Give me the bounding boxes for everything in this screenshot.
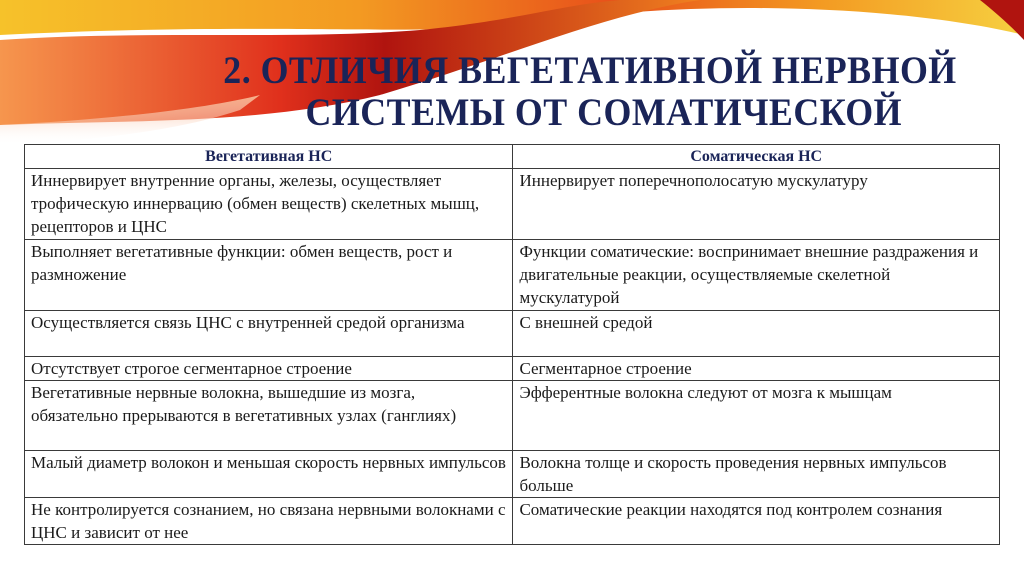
cell-somatic: Волокна толще и скорость проведения нервных импульсов больше — [513, 451, 1000, 498]
table-row — [25, 357, 1000, 381]
cell-somatic: Сегментарное строение — [513, 357, 1000, 381]
cell-somatic: Иннервирует поперечнополосатую мускулатуру — [513, 169, 1000, 240]
table-row — [25, 451, 1000, 498]
table-row — [25, 381, 1000, 451]
cell-somatic: С внешней средой — [513, 311, 1000, 357]
table-header-row — [25, 145, 1000, 169]
table-row — [25, 240, 1000, 311]
title-line-2: СИСТЕМЫ ОТ СОМАТИЧЕСКОЙ — [305, 91, 903, 134]
header-vegetative: Вегетативная НС — [25, 145, 513, 169]
table-row — [25, 311, 1000, 357]
header-somatic: Соматическая НС — [513, 145, 1000, 169]
cell-vegetative: Выполняет вегетативные функции: обмен веществ, рост и размножение — [25, 240, 513, 311]
cell-somatic: Функции соматические: воспринимает внешние раздражения и двигательные реакции, осуществляемые скелетной мускулатурой — [513, 240, 1000, 311]
cell-vegetative: Малый диаметр волокон и меньшая скорость нервных импульсов — [25, 451, 513, 498]
title-line-1: 2. ОТЛИЧИЯ ВЕГЕТАТИВНОЙ НЕРВНОЙ — [223, 49, 957, 92]
table-row — [25, 498, 1000, 545]
cell-vegetative: Отсутствует строгое сегментарное строение — [25, 357, 513, 381]
cell-somatic: Соматические реакции находятся под контролем сознания — [513, 498, 1000, 545]
cell-somatic: Эфферентные волокна следуют от мозга к мышцам — [513, 381, 1000, 451]
slide-title — [222, 50, 958, 134]
table-row — [25, 169, 1000, 240]
cell-vegetative: Не контролируется сознанием, но связана нервными волокнами с ЦНС и зависит от нее — [25, 498, 513, 545]
cell-vegetative: Осуществляется связь ЦНС с внутренней средой организма — [25, 311, 513, 357]
comparison-table — [24, 144, 1000, 545]
cell-vegetative: Вегетативные нервные волокна, вышедшие из мозга, обязательно прерываются в вегетативных узлах (ганглиях) — [25, 381, 513, 451]
cell-vegetative: Иннервирует внутренние органы, железы, осуществляет трофическую иннервацию (обмен веществ) скелетных мышц, рецепторов и ЦНС — [25, 169, 513, 240]
